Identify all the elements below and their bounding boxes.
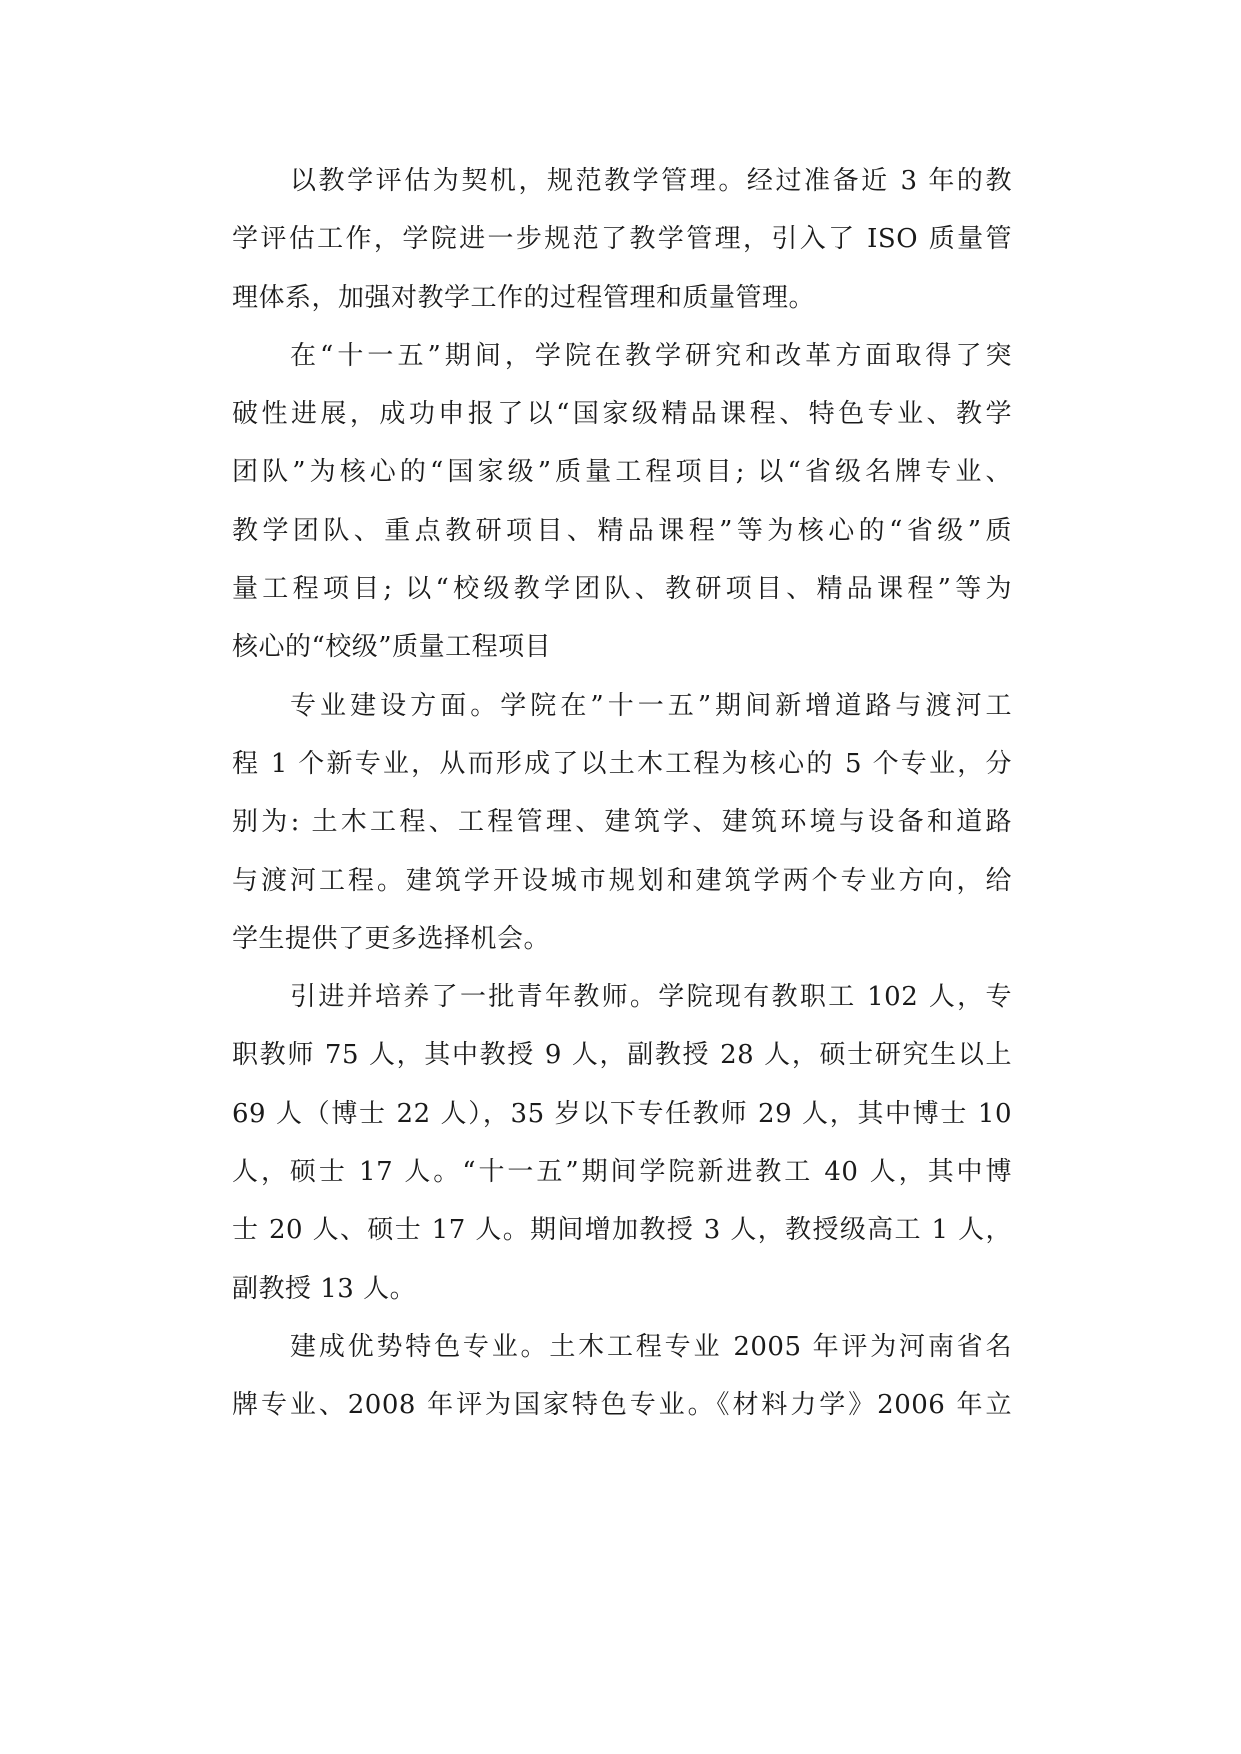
text-line: 牌专业、2008 年评为国家特色专业。《材料力学》2006 年立 (232, 1390, 1012, 1421)
text-line: 核心的“校级”质量工程项目 (232, 632, 552, 663)
text-line: 学生提供了更多选择机会。 (232, 923, 551, 954)
document-body (232, 152, 1012, 1435)
text-line: 别为: 土木工程、工程管理、建筑学、建筑环境与设备和道路 (232, 807, 1012, 838)
paragraph (232, 677, 1012, 968)
text-line: 引进并培养了一批青年教师。学院现有教职工 102 人，专 (290, 982, 1012, 1013)
text-line: 破性进展，成功申报了以“国家级精品课程、特色专业、教学 (232, 399, 1012, 430)
text-line: 以教学评估为契机，规范教学管理。经过准备近 3 年的教 (290, 166, 1012, 196)
text-line: 团队”为核心的“国家级”质量工程项目; 以“省级名牌专业、 (232, 457, 1012, 488)
text-line: 量工程项目; 以“校级教学团队、教研项目、精品课程”等为 (232, 574, 1012, 605)
text-line: 教学团队、重点教研项目、精品课程”等为核心的“省级”质 (232, 515, 1012, 546)
text-line: 程 1 个新专业，从而形成了以土木工程为核心的 5 个专业，分 (232, 748, 1012, 779)
text-line: 人，硕士 17 人。“十一五”期间学院新进教工 40 人，其中博 (232, 1157, 1012, 1188)
text-line: 职教师 75 人，其中教授 9 人，副教授 28 人，硕士研究生以上 (232, 1040, 1012, 1071)
paragraph (232, 968, 1012, 1318)
text-line: 理体系，加强对教学工作的过程管理和质量管理。 (232, 282, 816, 313)
text-line: 69 人（博士 22 人），35 岁以下专任教师 29 人，其中博士 10 (232, 1098, 1012, 1129)
text-line: 士 20 人、硕士 17 人。期间增加教授 3 人，教授级高工 1 人， (232, 1215, 1012, 1246)
paragraph (232, 327, 1012, 677)
text-line: 副教授 13 人。 (232, 1273, 417, 1304)
text-line: 学评估工作，学院进一步规范了教学管理，引入了 ISO 质量管 (232, 224, 1012, 255)
paragraph (232, 1318, 1012, 1435)
text-line: 建成优势特色专业。土木工程专业 2005 年评为河南省名 (290, 1331, 1012, 1362)
text-line: 专业建设方面。学院在”十一五”期间新增道路与渡河工 (290, 690, 1012, 721)
text-line: 在“十一五”期间，学院在教学研究和改革方面取得了突 (290, 340, 1012, 371)
paragraph (232, 152, 1012, 327)
text-line: 与渡河工程。建筑学开设城市规划和建筑学两个专业方向，给 (232, 865, 1012, 896)
